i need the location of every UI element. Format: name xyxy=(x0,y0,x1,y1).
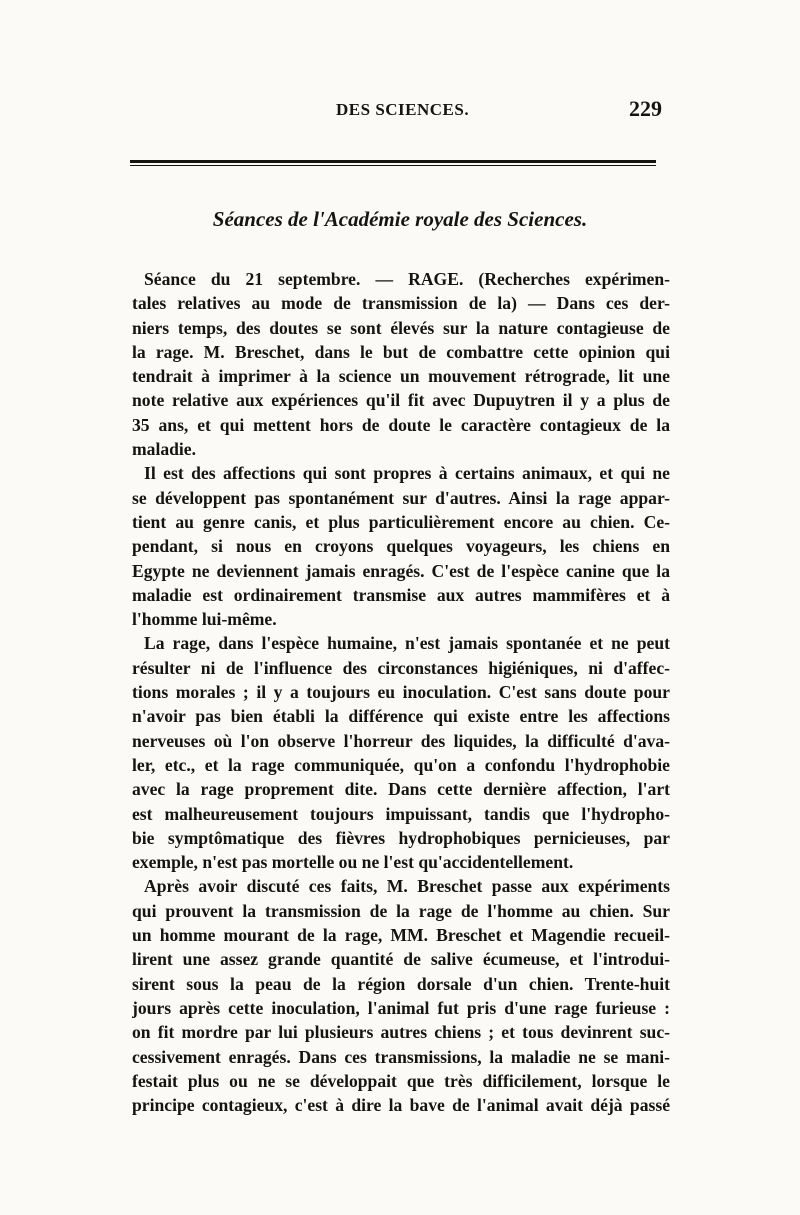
running-title: DES SCIENCES. xyxy=(336,100,470,119)
text-line: pendant, si nous en croyons quelques voyageurs, les chiens en xyxy=(132,536,670,557)
text-line: 35 ans, et qui mettent hors de doute le caractère contagieux de la xyxy=(132,414,670,435)
text-line: Séance du 21 septembre. — RAGE. (Recherches expérimen- xyxy=(144,269,670,289)
text-line: la rage. M. Breschet, dans le but de combattre cette opinion qui xyxy=(132,341,670,362)
paragraph-1 xyxy=(132,267,670,461)
text-line: tient au genre canis, et plus particulièrement encore au chien. Ce- xyxy=(132,511,670,532)
text-line: Egypte ne deviennent jamais enragés. C'est de l'espèce canine que la xyxy=(132,560,670,581)
paragraph-2 xyxy=(132,461,670,631)
paragraph-3 xyxy=(132,631,670,874)
text-line: maladie est ordinairement transmise aux autres mammifères et à xyxy=(132,584,670,605)
text-line: Après avoir discuté ces faits, M. Breschet passe aux expériments xyxy=(144,876,670,897)
text-line: exemple, n'est pas mortelle ou ne l'est qu'accidentellement. xyxy=(132,852,574,873)
text-line: cessivement enragés. Dans ces transmissions, la maladie ne se mani- xyxy=(132,1046,670,1067)
text-line: tendrait à imprimer à la science un mouvement rétrograde, lit une xyxy=(132,366,670,387)
page-header xyxy=(0,96,800,132)
text-line: tions morales ; il y a toujours eu inoculation. C'est sans doute pour xyxy=(132,682,670,703)
text-line: jours après cette inoculation, l'animal fut pris d'une rage furieuse : xyxy=(132,997,670,1018)
text-line: maladie. xyxy=(132,439,197,460)
text-line: note relative aux expériences qu'il fit avec Dupuytren il y a plus de xyxy=(132,390,670,411)
section-heading: Séances de l'Académie royale des Sciences. xyxy=(212,207,588,231)
text-line: l'homme lui-même. xyxy=(132,609,277,630)
text-line: bie symptômatique des fièvres hydrophobiques pernicieuses, par xyxy=(132,827,670,848)
paragraph-4 xyxy=(132,874,670,1117)
body-text xyxy=(132,267,670,1117)
text-line: se développent pas spontanément sur d'autres. Ainsi la rage appar- xyxy=(132,487,670,508)
text-line: n'avoir pas bien établi la différence qui existe entre les affections xyxy=(132,706,670,727)
page-number: 229 xyxy=(629,96,662,121)
text-line: nerveuses où l'on observe l'horreur des liquides, la difficulté d'ava- xyxy=(132,730,670,751)
text-line: niers temps, des doutes se sont élevés sur la nature contagieuse de xyxy=(132,317,670,338)
text-line: est malheureusement toujours impuissant, tandis que l'hydropho- xyxy=(132,803,670,824)
text-line: avec la rage proprement dite. Dans cette dernière affection, l'art xyxy=(132,779,670,800)
text-line: résulter ni de l'influence des circonstances higiéniques, ni d'affec- xyxy=(132,657,670,678)
text-line: La rage, dans l'espèce humaine, n'est jamais spontanée et ne peut xyxy=(144,633,670,654)
text-line: qui prouvent la transmission de la rage de l'homme au chien. Sur xyxy=(132,900,670,921)
text-line: tales relatives au mode de transmission de la) — Dans ces der- xyxy=(132,293,670,314)
text-line: on fit mordre par lui plusieurs autres chiens ; et tous devinrent suc- xyxy=(132,1022,670,1043)
text-line: lirent une assez grande quantité de salive écumeuse, et l'introdui- xyxy=(132,949,670,970)
text-line: ler, etc., et la rage communiquée, qu'on a confondu l'hydrophobie xyxy=(132,754,670,775)
text-line: un homme mourant de la rage, MM. Breschet et Magendie recueil- xyxy=(132,925,670,946)
text-line: principe contagieux, c'est à dire la bave de l'animal avait déjà passé xyxy=(132,1095,670,1116)
text-line: festait plus ou ne se développait que très difficilement, lorsque le xyxy=(132,1070,670,1091)
text-line: sirent sous la peau de la région dorsale d'un chien. Trente-huit xyxy=(132,973,670,994)
double-rule-divider xyxy=(130,160,656,167)
text-line: Il est des affections qui sont propres à certains animaux, et qui ne xyxy=(144,463,670,484)
